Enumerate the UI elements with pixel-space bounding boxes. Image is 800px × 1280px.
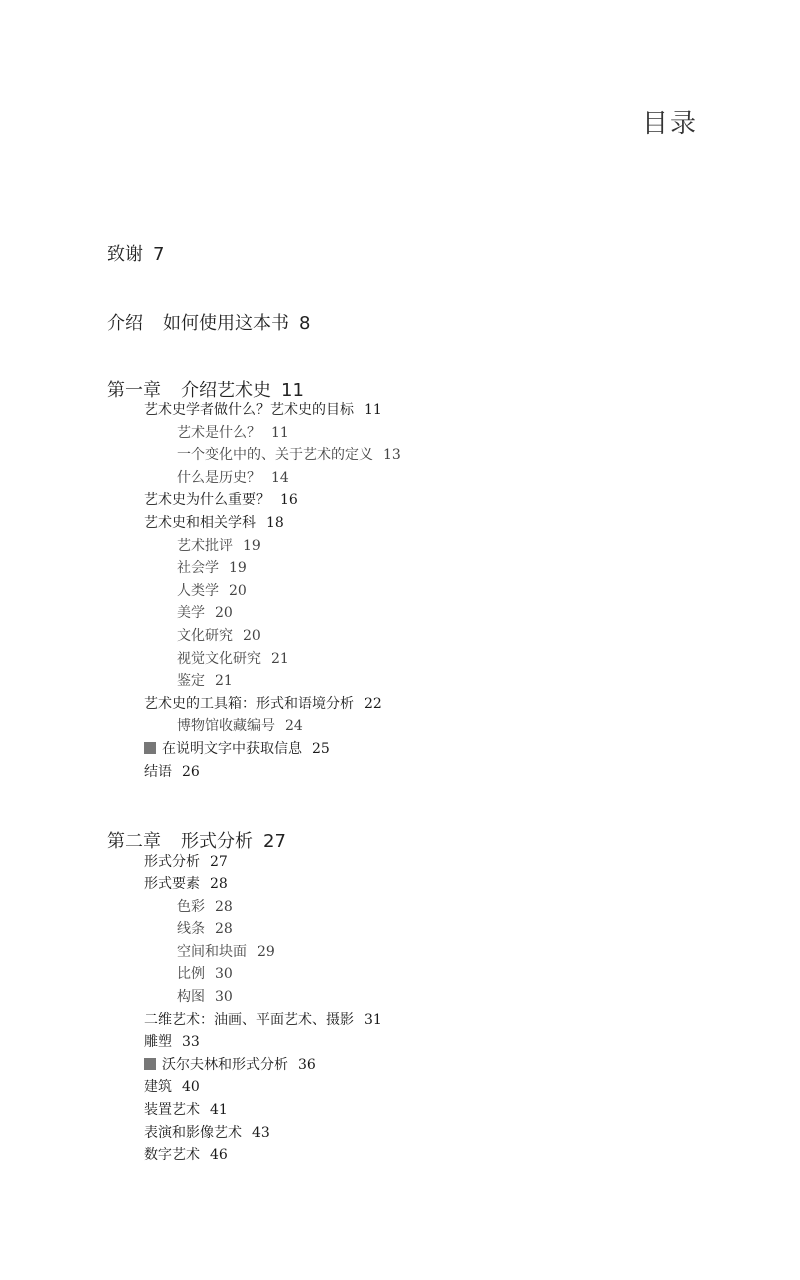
entry-text: 艺术史的工具箱：形式和语境分析: [144, 696, 354, 712]
page-title: 目录: [642, 109, 699, 139]
entry-text: 雕塑: [144, 1034, 172, 1050]
entry-text: 艺术史和相关学科: [144, 515, 256, 531]
entry-text: 装置艺术: [144, 1102, 200, 1118]
entry-text: 人类学: [177, 583, 219, 599]
page-number: 31: [364, 1012, 382, 1028]
entry-text: 什么是历史？: [177, 470, 261, 486]
page-number: 30: [215, 989, 233, 1005]
entry-text: 文化研究: [177, 628, 233, 644]
entry-text: 艺术史学者做什么？艺术史的目标: [144, 402, 354, 418]
page-number: 25: [312, 741, 330, 757]
chapter-label: 第一章: [107, 380, 161, 401]
toc-entry[interactable]: [144, 512, 284, 532]
toc-subentry[interactable]: [177, 715, 303, 735]
entry-text: 线条: [177, 921, 205, 937]
page-number: 20: [229, 583, 247, 599]
entry-text: 艺术是什么？: [177, 425, 261, 441]
entry-text: 博物馆收藏编号: [177, 718, 275, 734]
toc-subentry[interactable]: [177, 535, 261, 555]
page-number: 16: [280, 492, 298, 508]
toc-entry[interactable]: [144, 761, 200, 781]
entry-text: 表演和影像艺术: [144, 1125, 242, 1141]
entry-text: 视觉文化研究: [177, 651, 261, 667]
toc-entry[interactable]: [144, 693, 382, 713]
entry-text: 社会学: [177, 560, 219, 576]
page-number: 43: [252, 1125, 270, 1141]
entry-text: 结语: [144, 764, 172, 780]
toc-subentry[interactable]: [177, 422, 289, 442]
entry-text: 在说明文字中获取信息: [162, 741, 302, 757]
entry-subtitle: 如何使用这本书: [163, 313, 289, 334]
entry-text: 空间和块面: [177, 944, 247, 960]
toc-entry-boxed[interactable]: [144, 738, 330, 758]
page-number: 24: [285, 718, 303, 734]
chapter-title: 介绍艺术史: [181, 380, 271, 401]
page-number: 20: [243, 628, 261, 644]
toc-subentry[interactable]: [177, 602, 233, 622]
page-number: 33: [182, 1034, 200, 1050]
entry-text: 形式分析: [144, 854, 200, 870]
entry-text: 鉴定: [177, 673, 205, 689]
page-number: 19: [229, 560, 247, 576]
toc-subentry[interactable]: [177, 648, 289, 668]
toc-subentry[interactable]: [177, 670, 233, 690]
entry-text: 美学: [177, 605, 205, 621]
entry-label: 介绍: [107, 313, 143, 334]
page-number: 27: [263, 831, 286, 852]
page-number: 20: [215, 605, 233, 621]
toc-entry-acknowledgements[interactable]: [107, 240, 164, 266]
entry-text: 构图: [177, 989, 205, 1005]
square-bullet-icon: [144, 742, 156, 754]
page-number: 36: [298, 1057, 316, 1073]
chapter-label: 第二章: [107, 831, 161, 852]
page-number: 22: [364, 696, 382, 712]
page-number: 27: [210, 854, 228, 870]
entry-text: 二维艺术：油画、平面艺术、摄影: [144, 1012, 354, 1028]
page-number: 46: [210, 1147, 228, 1163]
toc-subentry[interactable]: [177, 986, 233, 1006]
page-number: 21: [271, 651, 289, 667]
page-number: 11: [281, 380, 304, 401]
toc-subentry[interactable]: [177, 941, 275, 961]
page-number: 13: [383, 447, 401, 463]
entry-text: 一个变化中的、关于艺术的定义: [177, 447, 373, 463]
page-number: 11: [364, 402, 382, 418]
toc-entry-boxed[interactable]: [144, 1054, 316, 1074]
page-number: 19: [243, 538, 261, 554]
page-number: 28: [215, 921, 233, 937]
toc-subentry[interactable]: [177, 963, 233, 983]
entry-text: 沃尔夫林和形式分析: [162, 1057, 288, 1073]
entry-text: 形式要素: [144, 876, 200, 892]
toc-subentry[interactable]: [177, 580, 247, 600]
toc-entry[interactable]: [144, 851, 228, 871]
toc-entry[interactable]: [144, 489, 298, 509]
toc-entry[interactable]: [144, 1031, 200, 1051]
page-number: 21: [215, 673, 233, 689]
page-number: 14: [271, 470, 289, 486]
entry-text: 建筑: [144, 1079, 172, 1095]
entry-text: 比例: [177, 966, 205, 982]
toc-subentry[interactable]: [177, 557, 247, 577]
page-number: 29: [257, 944, 275, 960]
toc-entry[interactable]: [144, 1144, 228, 1164]
toc-subentry[interactable]: [177, 625, 261, 645]
toc-entry[interactable]: [144, 1122, 270, 1142]
page-number: 7: [153, 244, 165, 265]
toc-subentry[interactable]: [177, 896, 233, 916]
toc-entry[interactable]: [144, 1076, 200, 1096]
page-number: 28: [210, 876, 228, 892]
entry-label: 致谢: [107, 244, 143, 265]
toc-entry[interactable]: [144, 399, 382, 419]
entry-text: 色彩: [177, 899, 205, 915]
page-number: 40: [182, 1079, 200, 1095]
page-number: 41: [210, 1102, 228, 1118]
square-bullet-icon: [144, 1058, 156, 1070]
page-number: 30: [215, 966, 233, 982]
entry-text: 艺术批评: [177, 538, 233, 554]
chapter-title: 形式分析: [181, 831, 253, 852]
toc-subentry[interactable]: [177, 918, 233, 938]
toc-subentry[interactable]: [177, 444, 401, 464]
toc-entry[interactable]: [144, 1009, 382, 1029]
entry-text: 艺术史为什么重要？: [144, 492, 270, 508]
page-number: 28: [215, 899, 233, 915]
page-number: 8: [299, 313, 311, 334]
page-number: 18: [266, 515, 284, 531]
chapter-heading-2[interactable]: [107, 827, 286, 853]
entry-text: 数字艺术: [144, 1147, 200, 1163]
toc-entry[interactable]: [144, 873, 228, 893]
toc-entry[interactable]: [144, 1099, 228, 1119]
page-number: 26: [182, 764, 200, 780]
toc-entry-introduction[interactable]: [107, 309, 310, 335]
page-number: 11: [271, 425, 289, 441]
toc-subentry[interactable]: [177, 467, 289, 487]
